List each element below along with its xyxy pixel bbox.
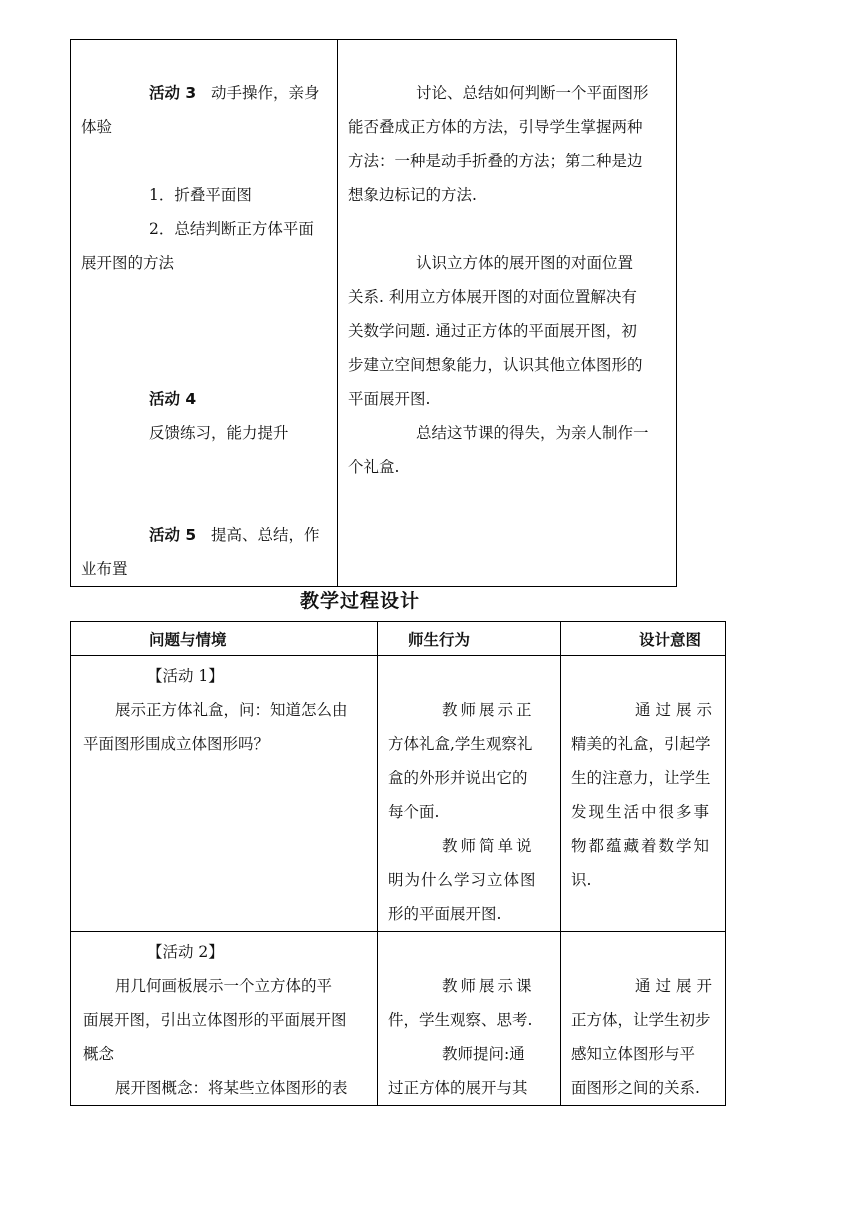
paragraph-line: 个礼盒. xyxy=(348,458,400,476)
cell-line: 形的平面展开图. xyxy=(388,905,502,923)
cell-line: 教师简单说 xyxy=(442,837,535,855)
header-label: 师生行为 xyxy=(408,630,471,649)
process-table xyxy=(70,621,726,1106)
paragraph-line: 总结这节课的得失，为亲人制作一 xyxy=(416,424,649,442)
cell-line: 件，学生观察、思考. xyxy=(388,1011,533,1029)
row2-intent-cell xyxy=(561,932,726,1106)
header-behavior xyxy=(378,622,561,656)
row1-intent-cell xyxy=(561,656,726,932)
cell-line: 每个面. xyxy=(388,803,440,821)
cell-line: 平面图形围成立体图形吗？ xyxy=(83,735,270,753)
cell-line: 用几何画板展示一个立方体的平 xyxy=(115,977,333,995)
cell-line: 正方体，让学生初步 xyxy=(571,1011,711,1029)
paragraph-line: 关数学问题. 通过正方体的平面展开图，初 xyxy=(348,322,637,340)
activity3-title: 动手操作，亲身 xyxy=(210,84,320,102)
paragraph-line: 能否叠成正方体的方法，引导学生掌握两种 xyxy=(348,118,643,136)
row1-behavior-cell xyxy=(378,656,561,932)
header-label: 问题与情境 xyxy=(149,630,227,649)
cell-line: 过正方体的展开与其 xyxy=(388,1079,528,1097)
activity5-label: 活动 5 xyxy=(149,526,197,544)
cell-line: 感知立体图形与平 xyxy=(571,1045,696,1063)
cell-line: 教师展示课 xyxy=(442,977,535,995)
header-intent xyxy=(561,622,726,656)
cell-line: 通过展示 xyxy=(635,701,718,719)
cell-line: 盒的外形并说出它的 xyxy=(388,769,528,787)
paragraph-line: 关系. 利用立方体展开图的对面位置解决有 xyxy=(348,288,637,306)
cell-line: 通过展开 xyxy=(635,977,718,995)
activity5-title-cont: 业布置 xyxy=(81,560,128,578)
paragraph-line: 方法：一种是动手折叠的方法；第二种是边 xyxy=(348,152,643,170)
discussion-paragraph xyxy=(348,76,668,212)
paragraph-line: 讨论、总结如何判断一个平面图形 xyxy=(416,84,649,102)
cell-line: 精美的礼盒，引起学 xyxy=(571,735,711,753)
activity5-title: 提高、总结，作 xyxy=(210,526,320,544)
cell-line: 教师提问:通 xyxy=(442,1045,525,1063)
summary-paragraph xyxy=(348,416,668,484)
header-label: 设计意图 xyxy=(639,630,702,649)
table-row xyxy=(71,656,726,932)
activities-right-cell xyxy=(338,40,677,587)
activity4-title: 反馈练习，能力提升 xyxy=(149,424,289,442)
cell-line: 展示正方体礼盒，问：知道怎么由 xyxy=(115,701,348,719)
paragraph-line: 步建立空间想象能力，认识其他立体图形的 xyxy=(348,356,643,374)
activities-table xyxy=(70,39,677,587)
table-row xyxy=(71,932,726,1106)
activity3-title-cont: 体验 xyxy=(81,118,113,136)
cell-line: 概念 xyxy=(83,1045,115,1063)
activity2-label: 【活动 2】 xyxy=(147,943,224,961)
step-summarize: 2．总结判断正方体平面 xyxy=(149,220,314,238)
cell-line: 发现生活中很多事 xyxy=(571,803,712,821)
cell-line: 识. xyxy=(571,871,592,889)
step-summarize-cont: 展开图的方法 xyxy=(81,254,175,272)
section-title: 教学过程设计 xyxy=(300,590,421,612)
activity3-label: 活动 3 xyxy=(149,84,197,102)
cell-line: 明为什么学习立体图 xyxy=(388,871,537,889)
cell-line: 教师展示正 xyxy=(442,701,535,719)
cell-line: 展开图概念：将某些立体图形的表 xyxy=(115,1079,348,1097)
cell-line: 方体礼盒,学生观察礼 xyxy=(388,735,533,753)
row1-problem-cell xyxy=(71,656,378,932)
activity4-label: 活动 4 xyxy=(149,390,197,408)
row2-behavior-cell xyxy=(378,932,561,1106)
cell-line: 生的注意力，让学生 xyxy=(571,769,711,787)
paragraph-line: 认识立方体的展开图的对面位置 xyxy=(416,254,634,272)
activities-left-cell xyxy=(71,40,338,587)
cell-line: 物都蕴藏着数学知 xyxy=(571,837,712,855)
step-fold-plane: 1．折叠平面图 xyxy=(149,186,252,204)
paragraph-line: 平面展开图. xyxy=(348,390,431,408)
cell-line: 面图形之间的关系. xyxy=(571,1079,700,1097)
paragraph-line: 想象边标记的方法. xyxy=(348,186,477,204)
row2-problem-cell xyxy=(71,932,378,1106)
activity1-label: 【活动 1】 xyxy=(147,667,224,685)
cell-line: 面展开图，引出立体图形的平面展开图 xyxy=(83,1011,347,1029)
opposite-faces-paragraph xyxy=(348,246,668,416)
header-problem xyxy=(71,622,378,656)
